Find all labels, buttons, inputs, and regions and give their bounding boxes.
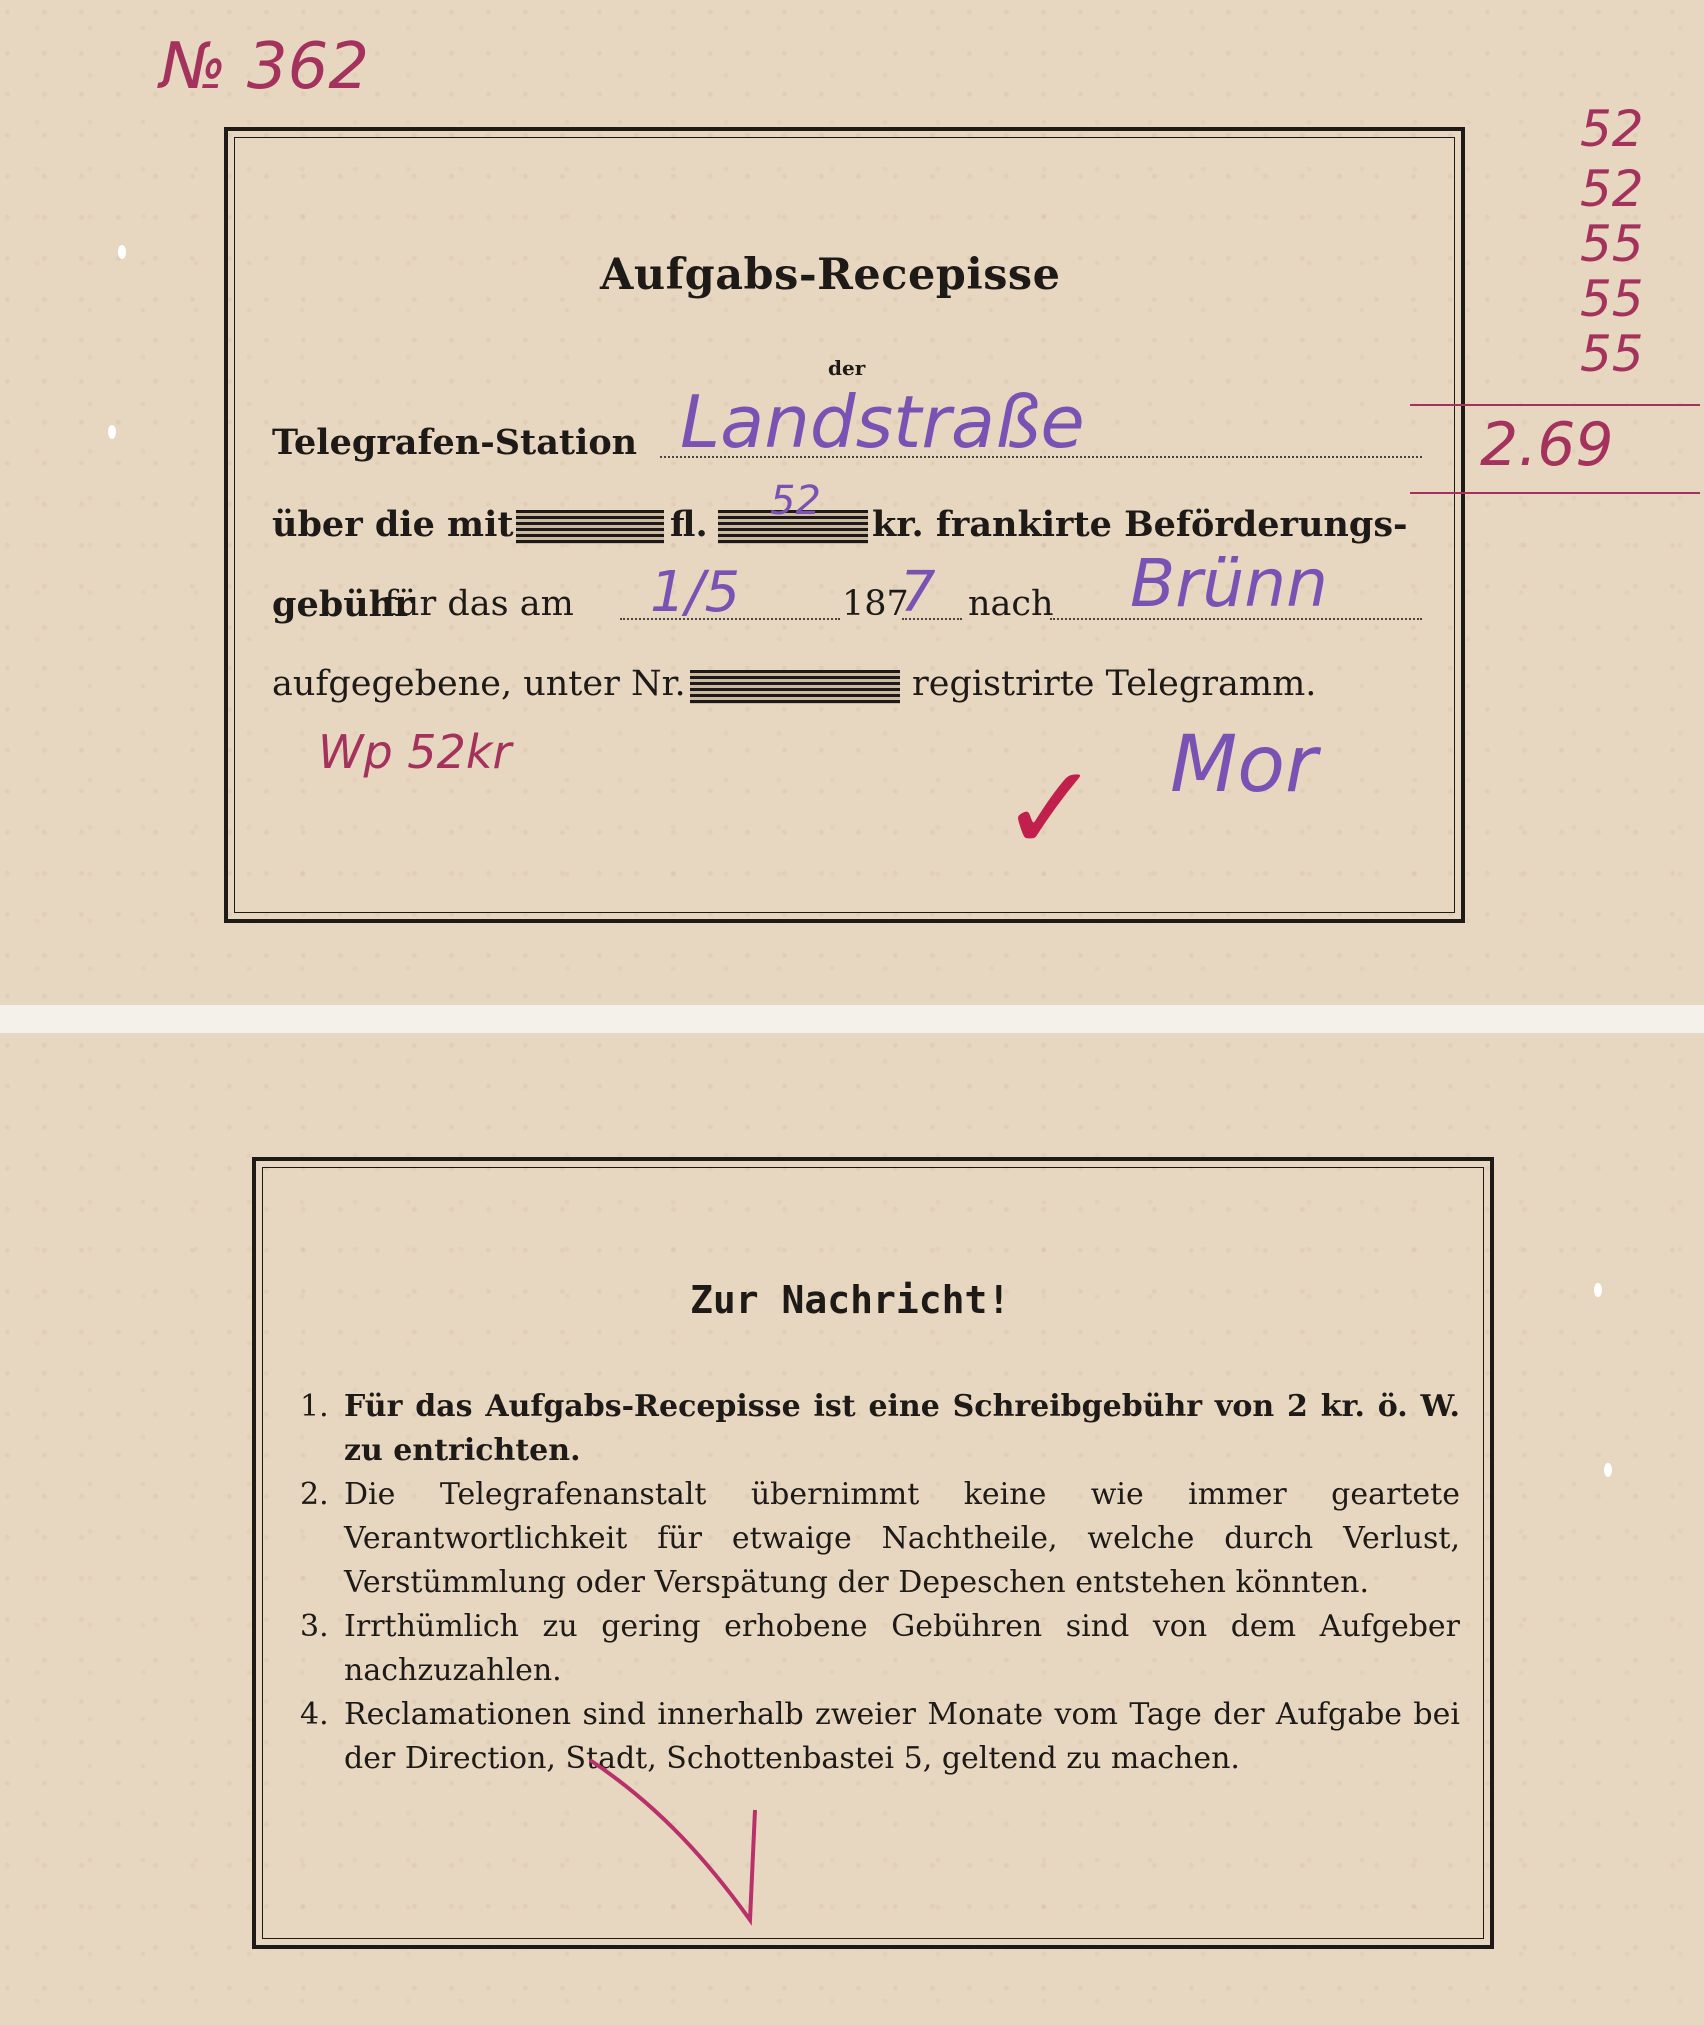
checkmark-stroke <box>590 1760 755 1920</box>
fl-redacted-field <box>516 510 664 544</box>
margin-number: 52 <box>1580 160 1644 218</box>
notice-item-number: 4. <box>300 1697 329 1732</box>
notice-item-text: Reclamationen sind innerhalb zweier Monate vom Tage der Aufgabe bei der Direction, Stadt, Schottenbastei 5, geltend zu machen. <box>344 1697 1460 1776</box>
margin-number: 55 <box>1580 215 1644 273</box>
year-prefix: 187 <box>842 584 909 624</box>
margin-number: 55 <box>1580 270 1644 328</box>
nach-label: nach <box>968 584 1054 624</box>
checkmark-icon: ✓ <box>1000 740 1101 879</box>
handwritten-destination: Brünn <box>1130 545 1328 622</box>
handwritten-station-name: Landstraße <box>680 380 1085 464</box>
margin-number: 55 <box>1580 325 1644 383</box>
fl-label: fl. <box>670 504 708 545</box>
punch-hole <box>1594 1283 1602 1297</box>
notice-item <box>300 1385 1460 1473</box>
notice-item-number: 1. <box>300 1389 329 1424</box>
fee-line-start: über die mit <box>272 504 514 545</box>
notice-item-number: 2. <box>300 1477 329 1512</box>
handwritten-receipt-number: № 362 <box>160 30 370 104</box>
margin-underline <box>1410 492 1700 494</box>
der-label: der <box>828 356 866 380</box>
notice-title: Zur Nachricht! <box>690 1278 1011 1322</box>
number-redacted-field <box>690 670 900 704</box>
punch-hole <box>118 245 126 259</box>
notice-item-text: Für das Aufgabs-Recepisse ist eine Schreibgebühr von 2 kr. ö. W. zu entrichten. <box>344 1389 1460 1468</box>
handwritten-signature: Mor <box>1170 720 1318 810</box>
notice-item-text: Die Telegrafenanstalt übernimmt keine wie immer geartete Verantwortlichkeit für etwaige Nachtheile, welche durch Verlust, Verstümmlung oder Verspätung der Depeschen entstehen könnten. <box>344 1477 1460 1600</box>
punch-hole <box>1604 1463 1612 1477</box>
margin-sum-line <box>1410 404 1700 406</box>
station-label: Telegrafen-Station <box>272 422 638 463</box>
notice-item <box>300 1605 1460 1693</box>
fee-line-end: kr. frankirte Beförderungs- <box>872 504 1408 545</box>
notice-item <box>300 1473 1460 1605</box>
handwritten-date: 1/5 <box>650 560 741 625</box>
notice-list <box>300 1385 1460 1781</box>
number-label: aufgegebene, unter Nr. <box>272 664 686 704</box>
notice-item <box>300 1693 1460 1781</box>
registered-label: registrirte Telegramm. <box>912 664 1317 704</box>
checkmark-stroke-icon <box>580 1750 780 1930</box>
margin-total: 2.69 <box>1480 410 1614 480</box>
date-label: für das am <box>384 584 574 624</box>
notice-item-number: 3. <box>300 1609 329 1644</box>
receipt-title: Aufgabs-Recepisse <box>600 250 1061 300</box>
margin-number: 52 <box>1580 100 1644 158</box>
punch-hole <box>108 425 116 439</box>
handwritten-fee-note: Wp 52kr <box>318 725 512 779</box>
handwritten-kr-value: 52 <box>770 478 821 524</box>
notice-item-text: Irrthümlich zu gering erhobene Gebühren sind von dem Aufgeber nachzuzahlen. <box>344 1609 1460 1688</box>
gebuehr-label: gebühr <box>272 584 413 625</box>
receipt-front-sheet <box>0 0 1704 1005</box>
handwritten-year-digit: 7 <box>900 560 936 625</box>
